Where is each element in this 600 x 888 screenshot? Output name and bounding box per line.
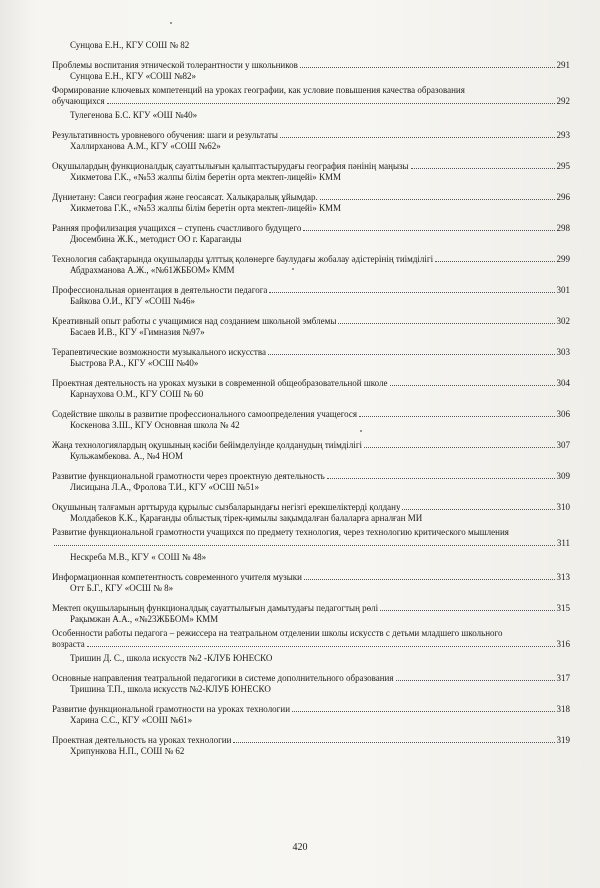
entry-title: Содействие школы в развитие профессионального самоопределения учащегося — [52, 409, 358, 419]
entry-author: Рақымжан А.А., «№23ЖББОМ» КММ — [70, 614, 219, 624]
leader-dots — [435, 261, 554, 262]
toc-entry — [52, 203, 570, 234]
leader-dots — [327, 478, 555, 479]
toc-entry — [52, 110, 570, 141]
entry-title: Развитие функциональной грамотности на уроках технологии — [52, 704, 291, 714]
leader-dots — [269, 292, 554, 293]
table-of-contents — [52, 40, 570, 760]
toc-entry — [52, 513, 570, 552]
toc-entry — [52, 451, 570, 482]
entry-title — [52, 85, 570, 110]
entry-author: Коскенова З.Ш., КГУ Основная школа № 42 — [70, 420, 240, 430]
entry-page-number: 298 — [556, 223, 570, 233]
entry-author: Быстрова Р.А., КГУ «ОСШ №40» — [70, 358, 199, 368]
entry-title-row — [52, 667, 570, 684]
entry-title-row — [52, 186, 570, 203]
entry-title: Развитие функциональной грамотности через проектную деятельность — [52, 471, 325, 481]
entry-page-number: 317 — [556, 673, 570, 683]
entry-author: Тришина Т.П., школа искусств №2-КЛУБ ЮНЕСКО — [70, 684, 271, 694]
toc-entry — [52, 71, 570, 110]
entry-author: Отт Б.Г., КГУ «ОСШ № 8» — [70, 583, 174, 593]
entry-page-number: 306 — [556, 409, 570, 419]
entry-page-number: 310 — [556, 502, 570, 512]
entry-page-number: 318 — [556, 704, 570, 714]
entry-page-number: 309 — [556, 471, 570, 481]
leader-dots — [54, 545, 555, 546]
leader-dots — [268, 354, 555, 355]
entry-author: Абдрахманова А.Ж., «№61ЖББОМ» КММ — [70, 265, 235, 275]
entry-title-row — [52, 248, 570, 265]
entry-title-row — [52, 403, 570, 420]
entry-author: Басаев И.В., КГУ «Гимназия №97» — [70, 327, 205, 337]
entry-author: Хикметова Г.К., «№53 жалпы білім беретін орта мектеп-лицейі» КММ — [70, 203, 342, 213]
toc-entry — [52, 40, 570, 71]
entry-author: Тришин Д. С., школа искусств №2 -КЛУБ ЮНЕСКО — [70, 653, 273, 663]
leader-dots — [411, 168, 555, 169]
entry-title-row — [52, 434, 570, 451]
toc-entry — [52, 684, 570, 715]
entry-title-row — [52, 566, 570, 583]
toc-entry — [52, 141, 570, 172]
leader-dots — [320, 199, 555, 200]
entry-title: Основные направления театральной педагогики в системе дополнительного образования — [52, 673, 394, 683]
entry-title-row — [52, 54, 570, 71]
entry-title: Проблемы воспитания этнической толерантности у школьников — [52, 60, 298, 70]
entry-page-number: 316 — [556, 639, 570, 649]
entry-title: Технология сабақтарында оқушыларды ұлттық қолөнерге баулудағы жобалау әдістерінің тиімділігі — [52, 254, 434, 264]
entry-title-line-1: Особенности работы педагога – режиссера на театральном отделении школы искусств с детьми младшего школьного — [52, 628, 503, 638]
leader-dots — [300, 67, 555, 68]
entry-author: Хрипункова Н.П., СОШ № 62 — [70, 746, 185, 756]
toc-entry — [52, 583, 570, 614]
entry-author: Дюсембина Ж.К., методист ОО г. Караганды — [70, 234, 242, 244]
entry-page-number: 313 — [556, 572, 570, 582]
entry-title-row — [52, 155, 570, 172]
entry-page-number: 301 — [556, 285, 570, 295]
leader-dots — [380, 610, 554, 611]
toc-entry — [52, 420, 570, 451]
scan-speck — [360, 430, 362, 432]
entry-title-row — [52, 341, 570, 358]
toc-entry — [52, 389, 570, 420]
entry-page-number: 291 — [556, 60, 570, 70]
entry-page-number: 302 — [556, 316, 570, 326]
leader-dots — [107, 103, 555, 104]
entry-title-row — [52, 279, 570, 296]
entry-title: Ранняя профилизация учащихся – ступень счастливого будущего — [52, 223, 302, 233]
entry-title-row — [52, 310, 570, 327]
entry-author: Карнаухова О.М., КГУ СОШ № 60 — [70, 389, 204, 399]
entry-page-number: 304 — [556, 378, 570, 388]
entry-author: Сунцова Е.Н., КГУ СОШ № 82 — [70, 40, 190, 50]
entry-title-row — [52, 597, 570, 614]
toc-entry — [52, 358, 570, 389]
leader-dots — [396, 680, 555, 681]
entry-title: Оқушылардың функционалдық сауаттылығын қалыптастырудағы география пәнінің маңызы — [52, 161, 409, 171]
entry-title: Оқушының талғамын арттыруда құрылыс сызбаларындағы негізгі ерекшеліктерді қолдану — [52, 502, 401, 512]
leader-dots — [359, 416, 554, 417]
leader-dots — [304, 579, 555, 580]
entry-title-row — [52, 217, 570, 234]
toc-entry — [52, 327, 570, 358]
entry-author: Тулегенова Б.С. КГУ «ОШ №40» — [70, 110, 198, 120]
entry-title-line-2: обучающихся — [52, 96, 105, 106]
entry-page-number: 295 — [556, 161, 570, 171]
leader-dots — [303, 230, 554, 231]
entry-title-row — [52, 496, 570, 513]
scan-speck — [170, 22, 172, 24]
entry-title-line-2: возраста — [52, 639, 85, 649]
entry-title-row — [52, 465, 570, 482]
entry-title: Информационная компетентность современного учителя музыки — [52, 572, 302, 582]
leader-dots — [402, 509, 554, 510]
toc-entry — [52, 715, 570, 746]
toc-entry — [52, 552, 570, 583]
entry-page-number: 293 — [556, 130, 570, 140]
toc-entry — [52, 296, 570, 327]
entry-author: Халлиpханова А.М., КГУ «СОШ №62» — [70, 141, 221, 151]
entry-title: Креативный опыт работы с учащимися над созданием школьной эмблемы — [52, 316, 337, 326]
entry-author: Нескреба М.В., КГУ « СОШ № 48» — [70, 552, 207, 562]
entry-page-number: 311 — [556, 538, 570, 548]
page-number: 420 — [292, 842, 308, 853]
leader-dots — [390, 385, 555, 386]
entry-author: Кульжамбекова. А., №4 НОМ — [70, 451, 184, 461]
entry-author: Харина С.С., КГУ «СОШ №61» — [70, 715, 193, 725]
toc-entry — [52, 653, 570, 684]
entry-title: Мектеп оқушыларының функционалдық сауаттылығын дамытудағы педагогтың рөлі — [52, 603, 379, 613]
entry-page-number: 303 — [556, 347, 570, 357]
entry-title-line-1: Развитие функциональной грамотности учащихся по предмету технология, через технологию критического мышления — [52, 527, 509, 537]
entry-author: Хикметова Г.К., «№53 жалпы білім беретін орта мектеп-лицейі» КММ — [70, 172, 342, 182]
entry-author: Лисицына Л.А., Фролова Т.И., КГУ «ОСШ №51» — [70, 482, 260, 492]
leader-dots — [292, 711, 554, 712]
toc-entry — [52, 265, 570, 296]
entry-title — [52, 628, 570, 653]
entry-title: Жаңа технологиялардың оқушының кәсіби бейімделуінде қолданудың тиімділігі — [52, 440, 363, 450]
entry-title: Профессиональная ориентация в деятельности педагога — [52, 285, 268, 295]
entry-title-line-1: Формирование ключевых компетенций на уроках географии, как условие повышения качества образования — [52, 85, 465, 95]
entry-title: Дүниетану: Саяси география және геосаясат. Халықаралық ұйымдар. — [52, 192, 318, 202]
leader-dots — [364, 447, 554, 448]
entry-page-number: 292 — [556, 96, 570, 106]
entry-title: Проектная деятельность на уроках технологии — [52, 735, 232, 745]
entry-author: Сунцова Е.Н., КГУ «СОШ №82» — [70, 71, 197, 81]
entry-page-number: 307 — [556, 440, 570, 450]
leader-dots — [87, 646, 555, 647]
entry-author: Байкова О.И., КГУ «СОШ №46» — [70, 296, 196, 306]
entry-title — [52, 527, 570, 552]
leader-dots — [280, 137, 555, 138]
entry-title-row — [52, 698, 570, 715]
entry-title: Проектная деятельность на уроках музыки в современной общеобразовательной школе — [52, 378, 388, 388]
entry-page-number: 296 — [556, 192, 570, 202]
entry-page-number: 315 — [556, 603, 570, 613]
entry-title-row — [52, 729, 570, 746]
toc-entry — [52, 234, 570, 265]
toc-entry — [52, 614, 570, 653]
entry-title: Результативность уровневого обучения: шаги и результаты — [52, 130, 278, 140]
leader-dots — [338, 323, 554, 324]
entry-title-row — [52, 372, 570, 389]
leader-dots — [233, 742, 554, 743]
toc-entry — [52, 172, 570, 203]
toc-entry — [52, 482, 570, 513]
scan-speck — [292, 268, 294, 270]
entry-title-row — [52, 124, 570, 141]
toc-entry — [52, 746, 570, 760]
entry-page-number: 319 — [556, 735, 570, 745]
entry-title: Терапевтические возможности музыкального искусства — [52, 347, 266, 357]
entry-author: Молдабеков К.К., Қарағанды облыстық тірек-қимылы зақымдалған балаларға арналған МИ — [70, 513, 423, 523]
entry-page-number: 299 — [556, 254, 570, 264]
